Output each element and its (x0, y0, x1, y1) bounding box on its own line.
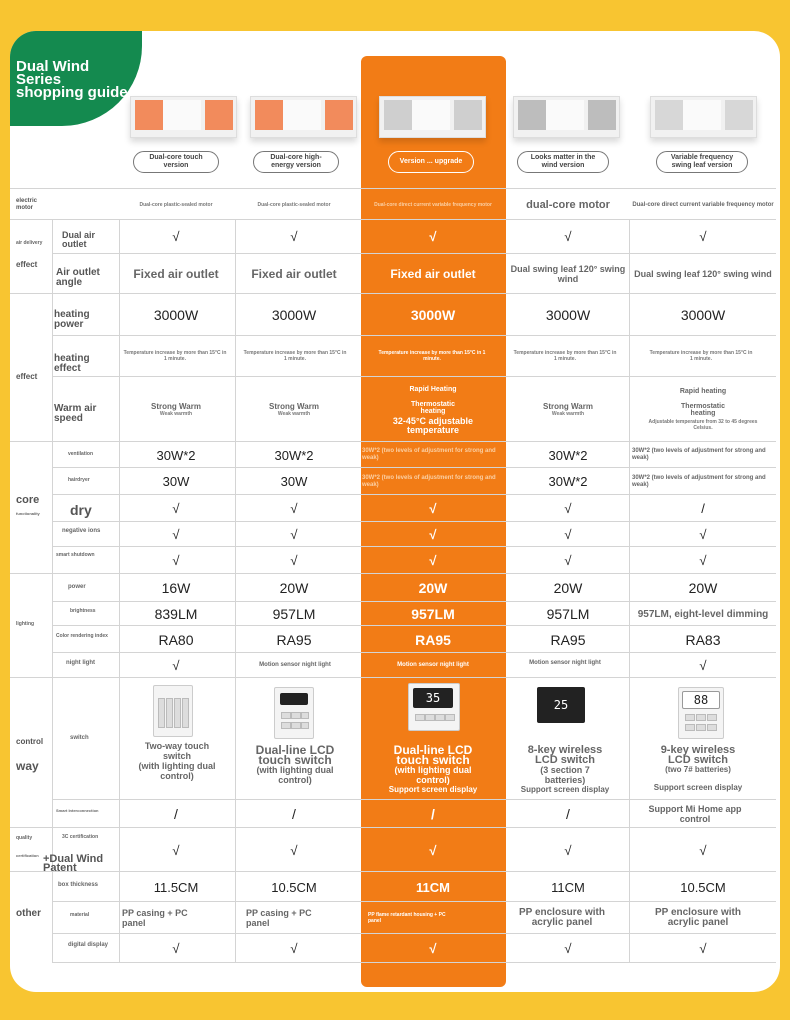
switch-panel-icon-4: 25 (537, 687, 585, 723)
cell-thickness-2: 10.5CM (271, 879, 317, 895)
cell-display-4: √ (564, 941, 572, 956)
label-quality: quality (16, 835, 33, 841)
label-effect-2: effect (16, 372, 38, 381)
cell-material-1: PP casing + PC panel (122, 908, 188, 928)
cell-smart-2: / (292, 806, 296, 822)
label-brightness: brightness (70, 608, 96, 614)
cell-display-5: √ (699, 941, 707, 956)
cell-angle-2: Fixed air outlet (251, 266, 337, 281)
cell-switch-2: Dual-line LCD touch switch (with lighting dual control) (255, 743, 335, 785)
product-image-3 (374, 86, 489, 146)
cell-cert-2: √ (290, 842, 298, 858)
cell-shutdown-2: √ (290, 553, 298, 568)
product-image-4 (508, 86, 623, 146)
version-pill-3: Version ... upgrade (388, 151, 474, 173)
cell-dual-air-2: √ (290, 228, 298, 244)
cell-light-power-4: 20W (553, 580, 583, 596)
cell-ions-5: √ (699, 527, 707, 542)
label-color-rendering-index: Color rendering index (56, 633, 108, 639)
label-other: other (16, 908, 41, 919)
cell-warm-speed-3: Rapid Heating Thermostatic heating 32-45°C adjustable temperature (392, 385, 474, 435)
cell-heat-effect-5: Temperature increase by more than 15°C in 1 minute. (649, 350, 753, 362)
cell-hairdryer-2: 30W (280, 474, 308, 489)
switch-panel-icon-3: 35 (408, 683, 460, 731)
label-hairdryer: hairdryer (68, 477, 90, 483)
cell-light-power-1: 16W (161, 580, 191, 596)
cell-night-3: Motion sensor night light (397, 662, 469, 668)
cell-smart-3: / (431, 806, 435, 822)
cell-warm-speed-2: Strong Warm Weak warmth (269, 401, 319, 417)
cell-dual-air-4: √ (564, 228, 572, 244)
cell-brightness-3: 957LM (411, 606, 455, 622)
cell-motor-1: Dual-core plastic-sealed motor (139, 202, 213, 208)
cell-angle-1: Fixed air outlet (133, 266, 219, 281)
cell-heat-power-2: 3000W (271, 307, 317, 323)
cell-cert-1: √ (172, 842, 180, 858)
cell-heat-power-4: 3000W (545, 307, 591, 323)
label-effect: effect (16, 260, 38, 269)
cell-motor-3: Dual-core direct current variable frequency motor (374, 202, 492, 208)
cell-hairdryer-5: 30W*2 (two levels of adjustment for strong and weak) (632, 474, 766, 488)
cell-hairdryer-3: 30W*2 (two levels of adjustment for strong and weak) (362, 474, 496, 488)
cell-material-5: PP enclosure with acrylic panel (655, 907, 741, 928)
cell-thickness-3: 11CM (416, 879, 450, 895)
cell-ions-3: √ (429, 527, 437, 542)
cell-material-2: PP casing + PC panel (246, 908, 312, 928)
cell-angle-4: Dual swing leaf 120° swing wind (510, 264, 626, 284)
cell-light-power-5: 20W (688, 580, 718, 596)
cell-angle-3: Fixed air outlet (390, 266, 476, 281)
label-air-outlet-angle: Air outlet angle (56, 267, 100, 288)
switch-panel-icon-2 (274, 687, 314, 739)
label-heating-power: heating power (54, 309, 90, 330)
cell-shutdown-3: √ (429, 553, 437, 568)
cell-cri-1: RA80 (158, 631, 194, 648)
cell-heat-effect-2: Temperature increase by more than 15°C in 1 minute. (243, 350, 347, 362)
label-smart-shutdown: smart shutdown (56, 552, 95, 558)
version-pill-5: Variable frequency swing leaf version (656, 151, 748, 173)
cell-dry-4: √ (564, 501, 572, 516)
cell-switch-3: Dual-line LCD touch switch (with lighting dual control) Support screen display (388, 743, 478, 794)
label-negative-ions: negative ions (62, 528, 101, 534)
label-digital-display: digital display (68, 942, 109, 948)
cell-ions-4: √ (564, 527, 572, 542)
label-functionality: functionality (16, 511, 40, 516)
cell-smart-4: / (566, 806, 570, 822)
cell-cri-3: RA95 (415, 631, 451, 648)
label-way: way (16, 759, 39, 773)
cell-ions-1: √ (172, 527, 180, 542)
cell-brightness-4: 957LM (546, 606, 590, 622)
cell-warm-speed-5: Rapid heating Thermostatic heating Adjustable temperature from 32 to 45 degrees Celsius. (648, 387, 758, 431)
cell-ventilation-2: 30W*2 (274, 447, 314, 463)
cell-cri-2: RA95 (276, 631, 312, 648)
label-electric-motor: electric motor (16, 198, 38, 211)
cell-ions-2: √ (290, 527, 298, 542)
cell-warm-speed-4: Strong Warm Weak warmth (543, 401, 593, 417)
cell-material-3: PP flame retardant housing + PC panel (368, 912, 446, 924)
label-air-delivery: air delivery (16, 240, 43, 246)
label-night-light: night light (66, 660, 95, 666)
cell-shutdown-5: √ (699, 553, 707, 568)
cell-hairdryer-1: 30W (162, 474, 190, 489)
label-core: core (16, 494, 40, 506)
badge-title: Dual Wind Series shopping guide (16, 58, 128, 101)
cell-display-1: √ (172, 941, 180, 956)
product-image-1 (125, 86, 240, 146)
cell-hairdryer-4: 30W*2 (548, 474, 588, 489)
label-power: power (68, 584, 86, 590)
cell-thickness-4: 11CM (551, 879, 585, 895)
cell-brightness-5: 957LM, eight-level dimming (637, 608, 769, 620)
cell-night-1: √ (172, 658, 180, 673)
cell-display-2: √ (290, 941, 298, 956)
label-dual-air-outlet: Dual air outlet (62, 230, 96, 249)
cell-cri-4: RA95 (550, 631, 586, 648)
label-box-thickness: box thickness (58, 882, 99, 888)
cell-smart-1: / (174, 806, 178, 822)
cell-cri-5: RA83 (685, 631, 721, 648)
cell-ventilation-3: 30W*2 (two levels of adjustment for strong and weak) (362, 448, 496, 461)
version-pill-2: Dual-core high-energy version (253, 151, 339, 173)
cell-ventilation-1: 30W*2 (156, 447, 196, 463)
cell-motor-2: Dual-core plastic-sealed motor (257, 202, 331, 208)
label-heating-effect: heating effect (54, 353, 90, 374)
cell-dry-2: √ (290, 501, 298, 516)
product-image-5 (645, 86, 760, 146)
cell-cert-5: √ (699, 842, 707, 858)
cell-cert-4: √ (564, 842, 572, 858)
cell-switch-5: 9-key wireless LCD switch (two 7# batteries) Support screen display (653, 744, 743, 792)
cell-night-5: √ (699, 658, 707, 673)
cell-night-2: Motion sensor night light (259, 662, 331, 668)
label-material: material (70, 912, 90, 918)
label-control: control (16, 737, 44, 746)
cell-warm-speed-1: Strong Warm Weak warmth (151, 401, 201, 417)
cell-shutdown-4: √ (564, 553, 572, 568)
label-warm-air-speed: Warm air speed (54, 403, 97, 424)
cell-thickness-1: 11.5CM (153, 879, 199, 895)
cell-dual-air-1: √ (172, 228, 180, 244)
cell-display-3: √ (429, 941, 437, 956)
cell-heat-power-5: 3000W (680, 307, 726, 323)
cell-switch-4: 8-key wireless LCD switch (3 section 7 batteries) Support screen display (520, 744, 610, 794)
cell-switch-1: Two-way touch switch (with lighting dual control) (138, 741, 216, 781)
cell-light-power-3: 20W (418, 580, 448, 596)
cell-cert-3: √ (429, 842, 437, 858)
cell-ventilation-5: 30W*2 (two levels of adjustment for strong and weak) (632, 448, 766, 461)
cell-shutdown-1: √ (172, 553, 180, 568)
cell-dry-1: √ (172, 501, 180, 516)
cell-motor-5: Dual-core direct current variable frequency motor (632, 201, 774, 208)
cell-thickness-5: 10.5CM (680, 879, 726, 895)
comparison-card (10, 31, 780, 992)
cell-brightness-2: 957LM (272, 606, 316, 622)
label-dry: dry (70, 502, 92, 518)
cell-dry-3: √ (429, 501, 437, 516)
label-dual-wind-patent: +Dual Wind Patent (43, 853, 104, 874)
product-image-2 (245, 86, 360, 146)
label-smart-interconnection: Smart Interconnection (56, 808, 99, 813)
series-badge (10, 31, 142, 126)
cell-dry-5: / (701, 501, 705, 516)
cell-angle-5: Dual swing leaf 120° swing wind (634, 269, 772, 279)
label-certification: certification (16, 853, 39, 858)
label-3c-certification: 3C certification (62, 834, 99, 840)
label-lighting: lighting (16, 621, 35, 627)
switch-panel-icon-1 (153, 685, 193, 737)
cell-light-power-2: 20W (279, 580, 309, 596)
label-ventilation: ventilation (68, 451, 94, 457)
cell-heat-power-3: 3000W (410, 307, 456, 323)
cell-smart-5: Support Mi Home app control (648, 804, 742, 824)
label-switch: switch (70, 735, 89, 741)
cell-brightness-1: 839LM (154, 606, 198, 622)
version-pill-1: Dual-core touch version (133, 151, 219, 173)
cell-heat-effect-4: Temperature increase by more than 15°C in 1 minute. (513, 350, 617, 362)
switch-panel-icon-5: 88 (678, 687, 724, 739)
cell-heat-power-1: 3000W (153, 307, 199, 323)
cell-heat-effect-1: Temperature increase by more than 15°C in 1 minute. (123, 350, 227, 362)
cell-night-4: Motion sensor night light (529, 660, 601, 666)
cell-dual-air-3: √ (429, 228, 437, 244)
cell-dual-air-5: √ (699, 228, 707, 244)
cell-motor-4: dual-core motor (526, 199, 610, 211)
cell-ventilation-4: 30W*2 (548, 447, 588, 463)
version-pill-4: Looks matter in the wind version (517, 151, 609, 173)
cell-heat-effect-3: Temperature increase by more than 15°C in 1 minute. (378, 350, 486, 362)
cell-material-4: PP enclosure with acrylic panel (519, 907, 605, 928)
